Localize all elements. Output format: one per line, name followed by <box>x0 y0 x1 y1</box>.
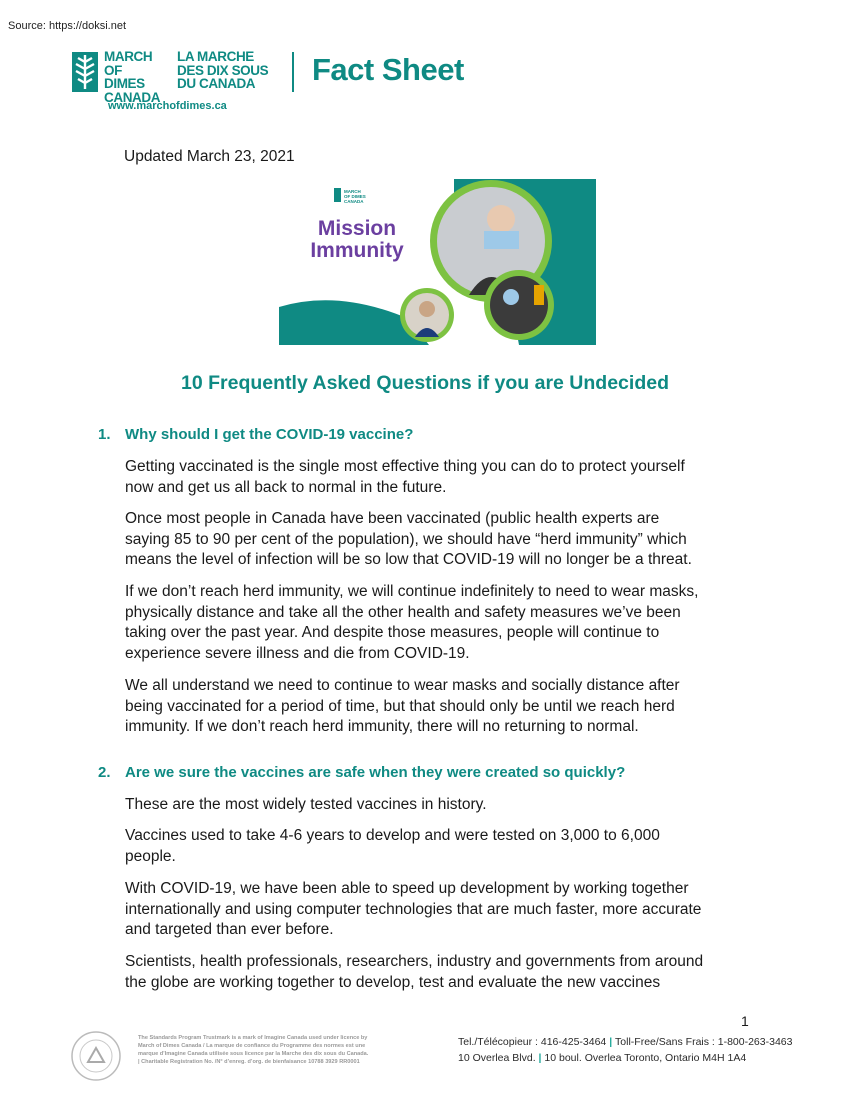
website-link[interactable]: www.marchofdimes.ca <box>108 100 227 112</box>
trustmark-notice <box>138 1034 408 1066</box>
text-line: With COVID-19, we have been able to speed up development by working together <box>125 880 689 897</box>
banner-title-line1: Mission <box>317 217 397 240</box>
answer-paragraph <box>125 795 755 816</box>
doc-type-title: Fact Sheet <box>312 52 464 87</box>
text-line: If we don’t reach herd immunity, we will continue indefinitely to need to wear masks, <box>125 583 699 600</box>
updated-date: Updated March 23, 2021 <box>124 148 295 165</box>
question-title: Why should I get the COVID-19 vaccine? <box>125 426 414 443</box>
header-divider <box>292 52 294 92</box>
text-line: means the level of infection will be so low that COVID-19 will no longer be a threat. <box>125 551 692 568</box>
telephone-number: Tel./Télécopieur : 416-425-3464 <box>458 1036 607 1048</box>
text-line: experience severe illness and die from COVID-19. <box>125 644 470 662</box>
page-number: 1 <box>741 1013 749 1029</box>
text-line: We all understand we need to continue to wear masks and socially distance after <box>125 677 680 694</box>
logo-fr-line: LA MARCHE <box>177 49 254 64</box>
text-line: Vaccines used to take 4-6 years to develop and were tested on 3,000 to 6,000 <box>125 827 660 844</box>
banner-title-line2: Immunity <box>310 239 404 262</box>
answer-paragraph <box>125 457 755 498</box>
source-label: Source: https://doksi.net <box>8 20 127 32</box>
banner-logo-line: CANADA <box>344 199 364 204</box>
text-line: the globe are working together to develop, test and evaluate the new vaccines <box>125 973 661 991</box>
text-line: and targeted than ever before. <box>125 921 334 938</box>
answer-paragraph <box>125 952 755 993</box>
page-heading: 10 Frequently Asked Questions if you are Undecided <box>181 372 669 394</box>
text-line: being vaccinated for a period of time, but that should only be until we reach herd <box>125 697 675 715</box>
question-title: Are we sure the vaccines are safe when they were created so quickly? <box>125 764 626 781</box>
text-line: Once most people in Canada have been vaccinated (public health experts are <box>125 510 660 527</box>
text-line: These are the most widely tested vaccines in history. <box>125 796 487 813</box>
logo-en-line: OF DIMES <box>104 62 145 91</box>
question-number: 1. <box>98 426 111 443</box>
answer-paragraph <box>125 676 755 738</box>
text-line: internationally and using computer technologies that are much faster, more accurate <box>125 900 702 918</box>
separator: | <box>538 1052 545 1064</box>
banner-logo-line: MARCH <box>344 189 361 194</box>
answer-paragraph <box>125 879 755 941</box>
tollfree-number: Toll-Free/Sans Frais : 1-800-263-3463 <box>615 1036 793 1048</box>
banner-logo-line: OF DIMES <box>344 194 366 199</box>
text-line: Scientists, health professionals, researchers, industry and governments from around <box>125 953 704 970</box>
address <box>458 1052 746 1064</box>
trustmark-line: marque d’Imagine Canada utilisée sous licence par la Marche des dix sous du Canada. <box>138 1051 369 1057</box>
answer-paragraph <box>125 509 755 571</box>
text-line: people. <box>125 847 176 865</box>
text-line: immunity. If we don’t reach herd immunity, there will no returning to normal. <box>125 718 639 735</box>
logo-fr-line: DU CANADA <box>177 76 256 91</box>
answer-paragraph <box>125 582 755 664</box>
text-line: taking over the past year. And despite those measures, people will continue to <box>125 624 660 641</box>
separator: | <box>609 1036 616 1048</box>
trustmark-line: | Charitable Registration No. /N° d’enreg. d’org. de bienfaisance 10788 3929 RR0001 <box>138 1059 360 1065</box>
address-english: 10 Overlea Blvd. <box>458 1052 536 1064</box>
phone-contact <box>458 1036 792 1048</box>
maple-leaf-icon <box>72 52 98 92</box>
logo-text-french <box>177 50 268 91</box>
trustmark-line: The Standards Program Trustmark is a mark of Imagine Canada used under licence by <box>138 1035 368 1041</box>
mission-immunity-banner <box>279 179 596 345</box>
logo-fr-line: DES DIX SOUS <box>177 62 269 78</box>
logo-text-english <box>104 50 160 104</box>
text-line: now and get us all back to normal in the future. <box>125 478 447 496</box>
address-french: 10 boul. Overlea Toronto, Ontario M4H 1A4 <box>544 1052 747 1064</box>
text-line: saying 85 to 90 per cent of the population), we should have “herd immunity” which <box>125 530 687 548</box>
text-line: Getting vaccinated is the single most effective thing you can do to protect yourself <box>125 458 685 475</box>
question-number: 2. <box>98 764 111 781</box>
imagine-canada-trustmark-icon <box>70 1030 122 1082</box>
trustmark-line: March of Dimes Canada / La marque de confiance du Programme des normes est une <box>138 1043 366 1049</box>
logo-en-line: CANADA <box>104 89 161 105</box>
text-line: physically distance and take all the other health and safety measures we’ve been <box>125 603 681 621</box>
banner-logo-leaf-icon <box>334 188 341 202</box>
answer-paragraph <box>125 826 755 867</box>
logo-en-line: MARCH <box>104 49 153 64</box>
